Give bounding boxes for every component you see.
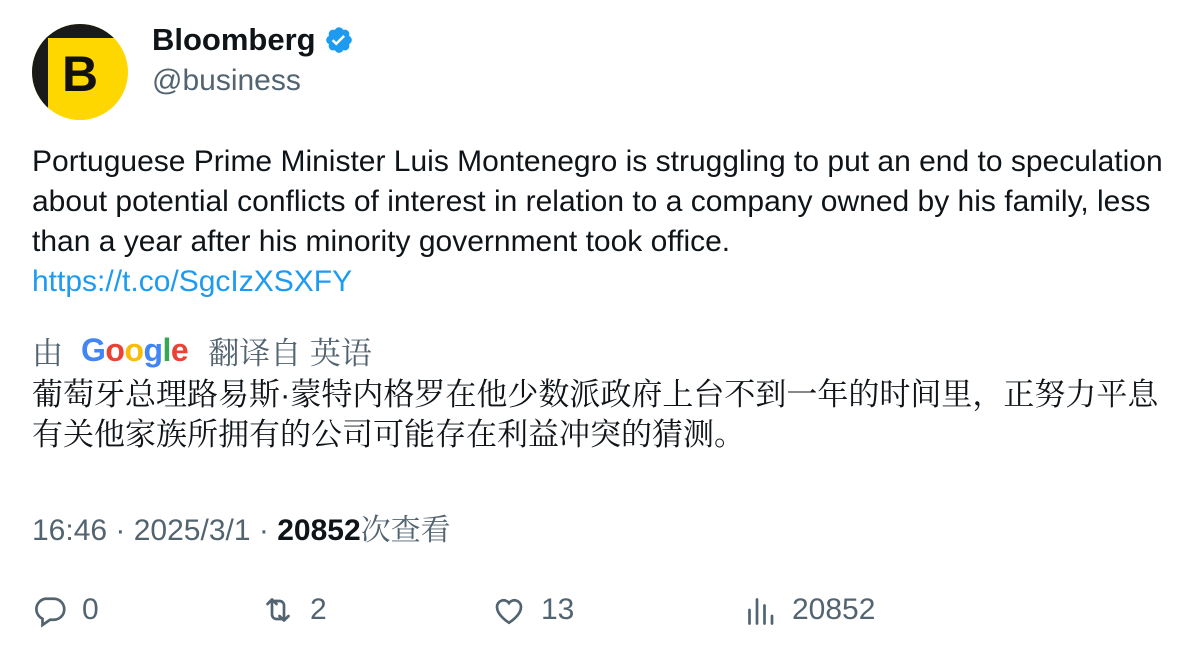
like-button[interactable] — [491, 592, 574, 628]
reply-count: 0 — [82, 593, 99, 626]
tweet-date[interactable]: 2025/3/1 — [133, 514, 251, 547]
translation-attribution[interactable] — [32, 328, 372, 373]
translated-text: 葡萄牙总理路易斯·蒙特内格罗在他少数派政府上台不到一年的时间里，正努力平息有关他家族所拥有的公司可能存在利益冲突的猜测。 — [32, 377, 1159, 452]
views-label: 次查看 — [360, 514, 451, 547]
views-count: 20852 — [277, 514, 361, 547]
google-logo: Google — [81, 332, 189, 368]
author-name-row — [152, 22, 354, 58]
views-button[interactable] — [742, 592, 875, 628]
translation-label: 翻译自 英语 — [208, 336, 372, 371]
avatar[interactable] — [32, 24, 128, 120]
reply-button[interactable] — [32, 592, 99, 628]
retweet-count: 2 — [310, 593, 327, 626]
author-display-name[interactable]: Bloomberg — [152, 22, 316, 57]
heart-icon — [491, 592, 527, 628]
views-action-count: 20852 — [792, 593, 876, 626]
analytics-icon — [742, 592, 778, 628]
avatar-letter: B — [61, 46, 99, 102]
like-count: 13 — [541, 593, 575, 626]
tweet-meta — [32, 505, 451, 549]
verified-badge-icon — [324, 25, 354, 55]
meta-separator: · — [115, 514, 134, 547]
tweet-body: Portuguese Prime Minister Luis Montenegro is struggling to put an end to speculation about potential conflicts of interest in relation to a company owned by his family, less than a year after his minority government took office. — [32, 145, 1163, 258]
tweet-text — [32, 142, 1172, 302]
translation-prefix: 由 — [32, 336, 63, 371]
tweet-link[interactable]: https://t.co/SgcIzXSXFY — [32, 265, 353, 298]
reply-icon — [32, 592, 68, 628]
author-handle[interactable]: @business — [152, 64, 301, 97]
meta-separator: · — [258, 514, 278, 547]
retweet-button[interactable] — [260, 592, 327, 628]
retweet-icon — [260, 592, 296, 628]
tweet-time[interactable]: 16:46 — [32, 514, 108, 547]
